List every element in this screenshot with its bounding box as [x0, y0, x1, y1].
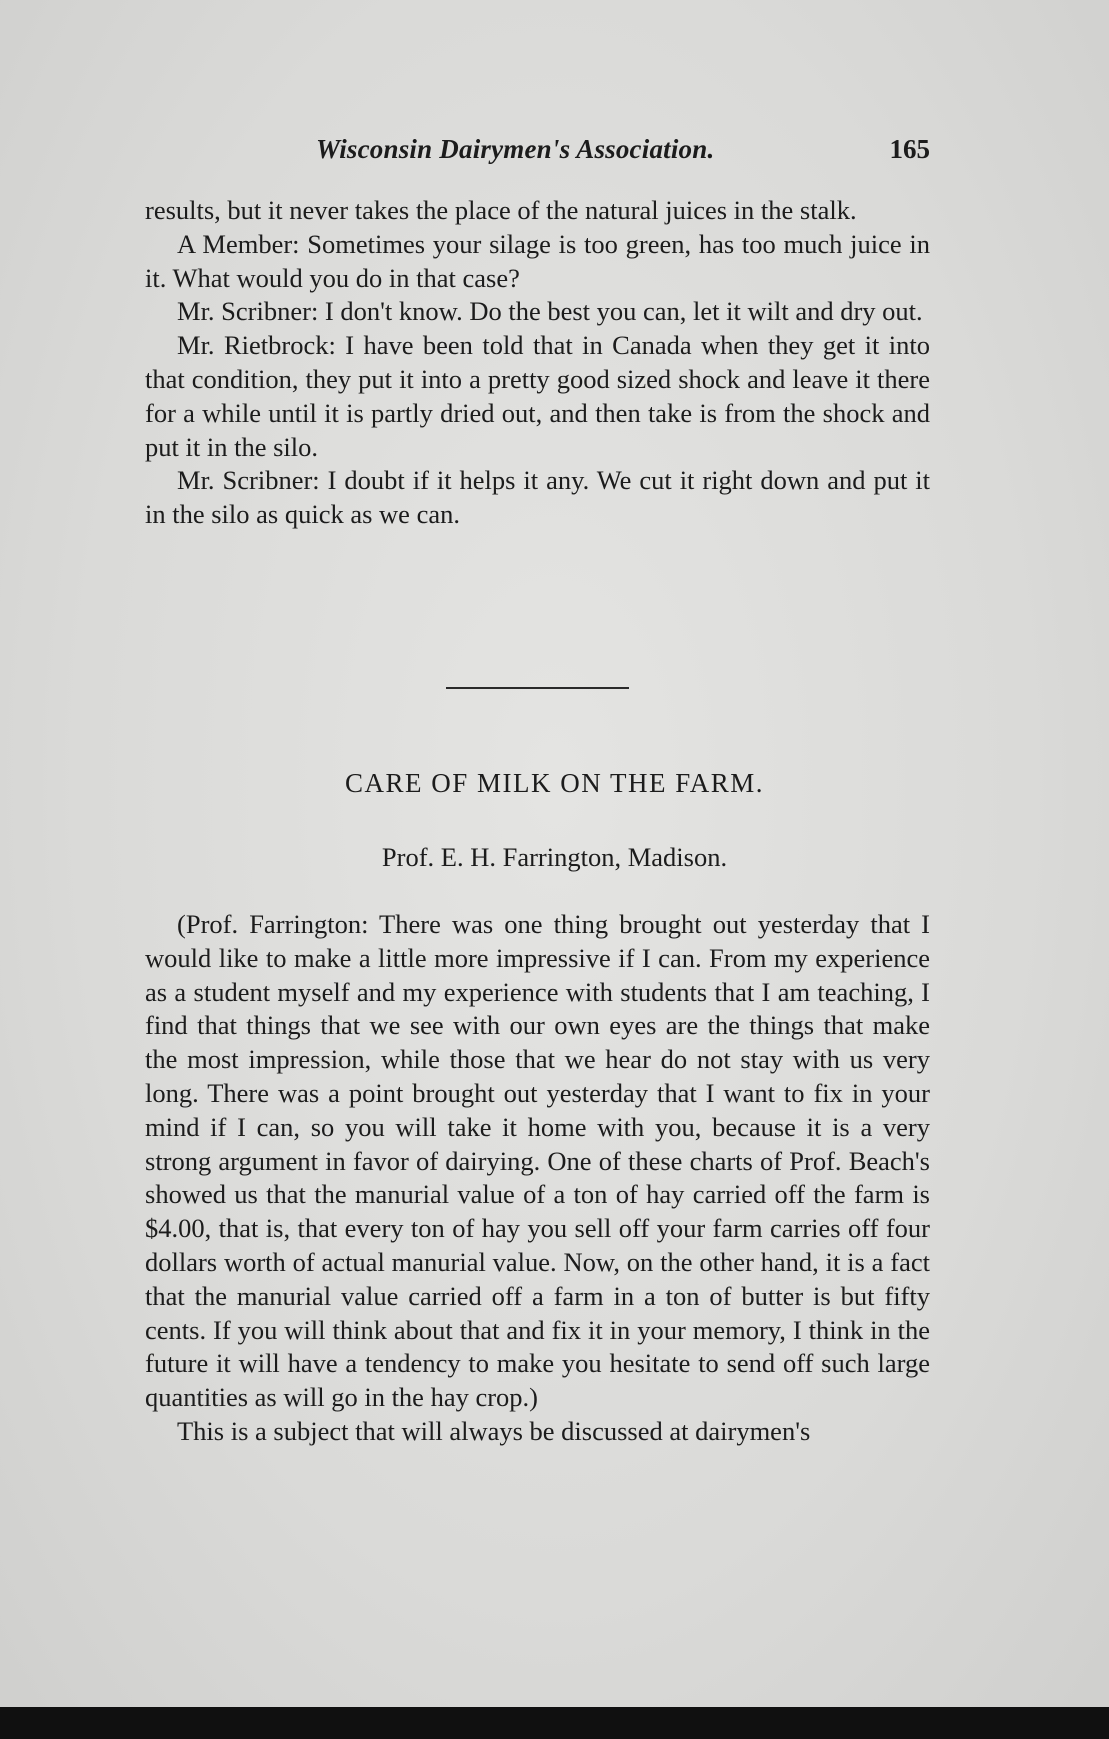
paragraph: Mr. Rietbrock: I have been told that in Canada when they get it into that condition, they put it into a pretty good sized shock and leave it there for a while until it is partly dried out, and then take is from the shock and put it in the silo.	[145, 330, 930, 462]
discussion-block	[145, 194, 930, 532]
paragraph: Mr. Scribner: I don't know. Do the best you can, let it wilt and dry out.	[177, 296, 923, 327]
running-title: Wisconsin Dairymen's Association.	[316, 134, 715, 164]
page-number: 165	[889, 134, 930, 164]
paragraph: A Member: Sometimes your silage is too green, has too much juice in it. What would you do in that case?	[145, 228, 930, 293]
section-divider	[446, 687, 629, 689]
scan-border	[0, 1707, 1109, 1739]
article-body	[145, 908, 930, 1449]
article-title: CARE OF MILK ON THE FARM.	[344, 768, 765, 798]
paragraph: results, but it never takes the place of the natural juices in the stalk.	[145, 195, 857, 225]
page-header	[140, 134, 930, 168]
paragraph: (Prof. Farrington: There was one thing brought out yesterday that I would like to make a little more impressive if I can. From my experience as a student myself and my experience with students that I am teaching, I find that things that we see with our own eyes are the things that make the most impression, while those that we hear do not stay with us very long. There was a point brought out yesterday that I want to fix in your mind if I can, so you will take it home with you, because it is a very strong argument in favor of dairying. One of these charts of Prof. Beach's showed us that the manurial value of a ton of hay carried off the farm is $4.00, that is, that every ton of hay you sell off your farm carries off four dollars worth of actual manurial value. Now, on the other hand, it is a fact that the manurial value carried off a farm in a ton of butter is but fifty cents. If you will think about that and fix it in your memory, I think in the future it will have a tendency to make you hesitate to send off such large quantities as will go in the hay crop.)	[145, 909, 930, 1413]
article-byline: Prof. E. H. Farrington, Madison.	[381, 842, 728, 872]
paragraph: This is a subject that will always be discussed at dairymen's	[177, 1415, 811, 1446]
paragraph: Mr. Scribner: I doubt if it helps it any. We cut it right down and put it in the silo as quick as we can.	[145, 465, 930, 530]
